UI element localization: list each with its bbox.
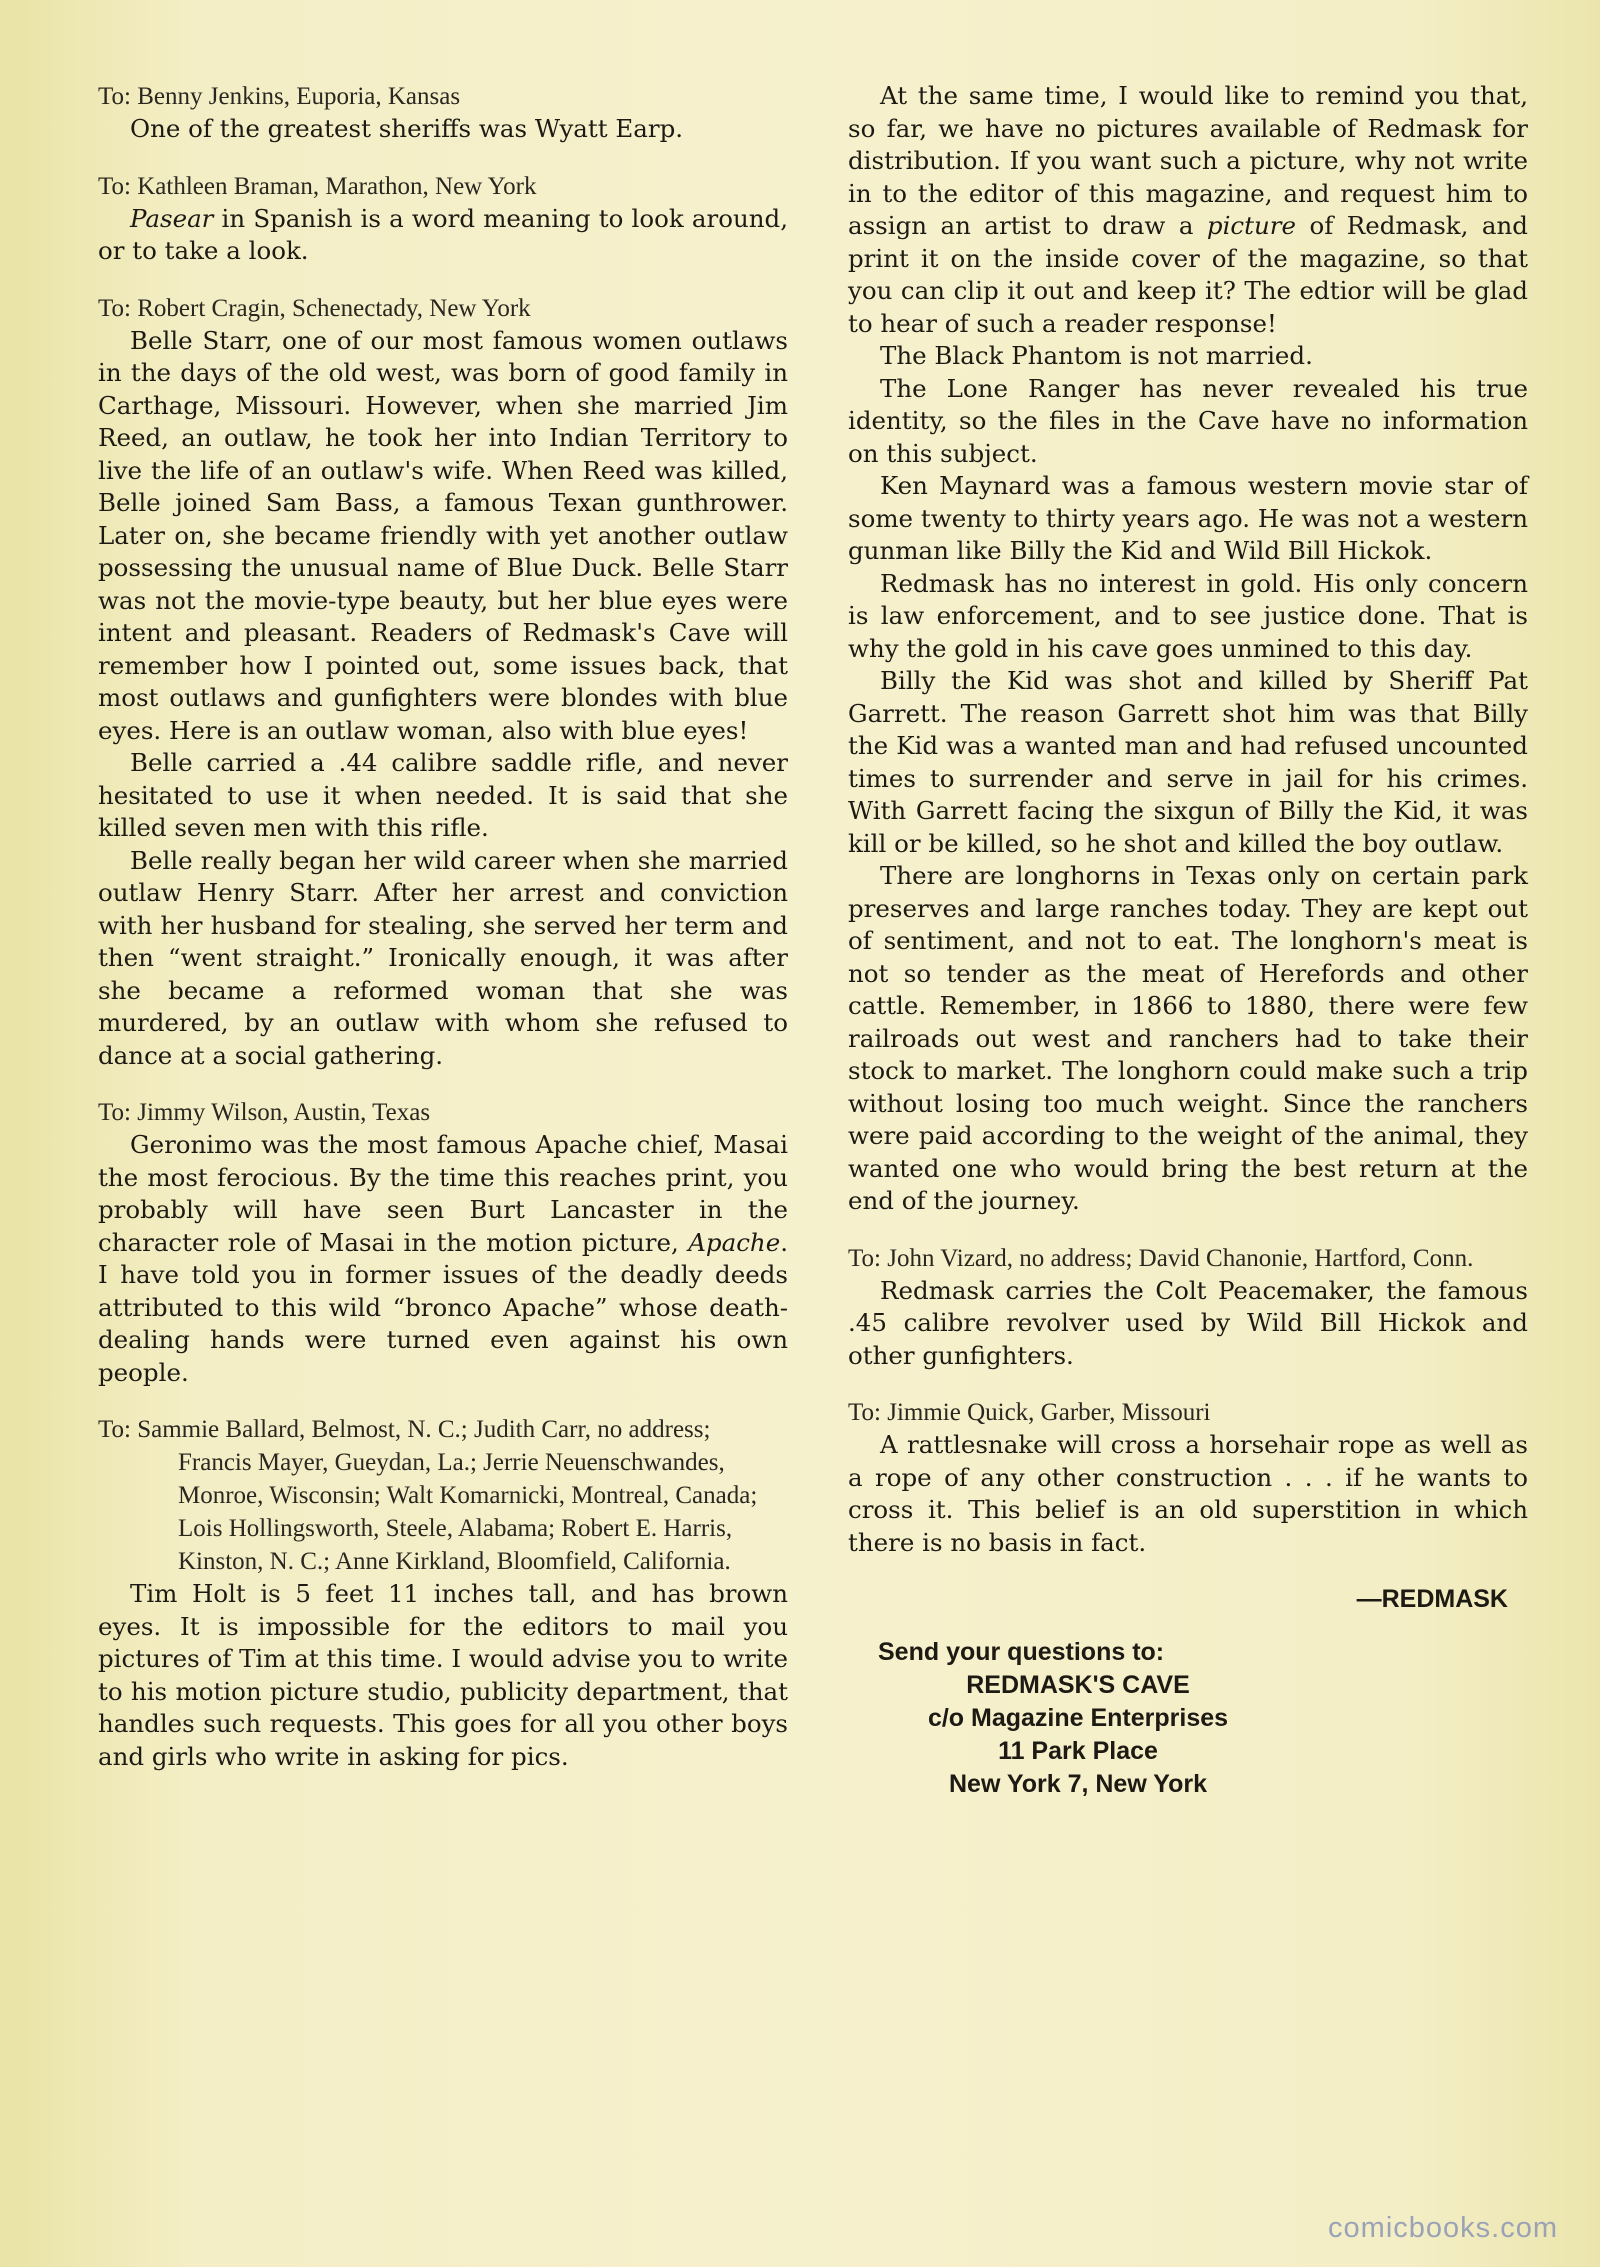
left-column (98, 80, 788, 1773)
letter-address: To: John Vizard, no address; David Chanonie, Hartford, Conn. (848, 1244, 1474, 1272)
letter-answer (848, 80, 1528, 340)
answer-text: . I have told you in former issues of the deadly deeds attributed to this wild “bronco Apache” whose death-dealing hands were turned even against his own people. (98, 1227, 788, 1387)
letter-address: To: Kathleen Braman, Marathon, New York (98, 172, 537, 200)
letter-address: To: Jimmy Wilson, Austin, Texas (98, 1099, 431, 1126)
send-questions-line: Send your questions to: (878, 1638, 1165, 1666)
letter-answer: One of the greatest sheriffs was Wyatt Earp. (130, 114, 684, 143)
letter-answer (98, 1129, 788, 1389)
city-line: New York 7, New York (949, 1770, 1207, 1798)
letter-answer: Billy the Kid was shot and killed by Sheriff Pat Garrett. The reason Garrett shot him was that Billy the Kid was a wanted man and had refused uncounted times to surrender and serve in jail for his crimes. With Garrett facing the sixgun of Billy the Kid, it was kill or be killed, so he shot and killed the boy outlaw. (848, 666, 1528, 858)
letter-answer: The Black Phantom is not married. (880, 341, 1313, 370)
letter-address: To: Sammie Ballard, Belmost, N. C.; Judith Carr, no address; Francis Mayer, Gueydan, La.; Jerrie Neuenschwandes, Monroe, Wisconsin; Walt Komarnicki, Montreal, Canada; Lois Hollingsworth, Steele, Alabama; Robert E. Harris, Kinston, N. C.; Anne Kirkland, Bloomfield, California. (98, 1416, 758, 1575)
letter-answer: Tim Holt is 5 feet 11 inches tall, and has brown eyes. It is impossible for the editors to mail you pictures of Tim at this time. I would advise you to write to his motion picture studio, publicity department, that handles such requests. This goes for all you other boys and girls who write in asking for pics. (98, 1579, 788, 1771)
watermark: comicbooks.com (1328, 2212, 1558, 2244)
mailing-address-block (878, 1636, 1278, 1801)
letter-address: To: Benny Jenkins, Euporia, Kansas (98, 83, 461, 110)
signature: —REDMASK (1356, 1585, 1508, 1613)
letter-answer: The Lone Ranger has never revealed his true identity, so the files in the Cave have no information on this subject. (848, 373, 1528, 468)
letter-answer: There are longhorns in Texas only on certain park preserves and large ranches today. They are kept out of sentiment, and not to eat. The longhorn's meat is not so tender as the meat of Herefords and other cattle. Remember, in 1866 to 1880, there were few railroads out west and ranchers had to take their stock to market. The longhorn could make such a trip without losing too much weight. Since the ranchers were paid according to the weight of the animal, they wanted one who would bring the best return at the end of the journey. (848, 861, 1528, 1215)
letter-answer: Belle Starr, one of our most famous women outlaws in the days of the old west, was born of good family in Carthage, Missouri. However, when she married Jim Reed, an outlaw, he took her into Indian Territory to live the life of an outlaw's wife. When Reed was killed, Belle joined Sam Bass, a famous Texan gunthrower. Later on, she became friendly with yet another outlaw possessing the unusual name of Blue Duck. Belle Starr was not the movie-type beauty, but her blue eyes were intent and pleasant. Readers of Redmask's Cave will remember how I pointed out, some issues back, that most outlaws and gunfighters were blondes with blue eyes. Here is an outlaw woman, also with blue eyes! (98, 325, 788, 745)
letter-address: To: Robert Cragin, Schenectady, New York (98, 294, 531, 322)
street-line: 11 Park Place (998, 1737, 1158, 1765)
letter-answer: Ken Maynard was a famous western movie star of some twenty to thirty years ago. He was not a western gunman like Billy the Kid and Wild Bill Hickok. (848, 471, 1528, 565)
movie-title: Apache (688, 1227, 781, 1257)
letter-answer: A rattlesnake will cross a horsehair rope as well as a rope of any other construction . . . if he wants to cross it. This belief is an old superstition in which there is no basis in fact. (848, 1430, 1528, 1557)
letter-answer: Belle really began her wild career when she married outlaw Henry Starr. After her arrest and conviction with her husband for stealing, she served her term and then “went straight.” Ironically enough, it was after she became a reformed woman that she was murdered, by an outlaw with whom she refused to dance at a social gathering. (98, 845, 788, 1070)
letter-address: To: Jimmie Quick, Garber, Missouri (848, 1399, 1211, 1426)
emphasis: picture (1206, 211, 1296, 240)
answer-text: in Spanish is a word meaning to look around, or to take a look. (98, 203, 788, 265)
answer-text: At the same time, I would like to remind you that, so far, we have no pictures available of Redmask for distribution. If you want such a picture, why not write in to the editor of this magazine, and request him to assign an artist to draw a (848, 81, 1528, 240)
answer-text: Geronimo was the most famous Apache chief, Masai the most ferocious. By the time this reaches print, you probably will have seen Burt Lancaster in the character role of Masai in the motion picture, (98, 1130, 788, 1257)
company-line: c/o Magazine Enterprises (927, 1704, 1229, 1732)
right-column (848, 80, 1528, 1801)
letter-answer: Redmask has no interest in gold. His only concern is law enforcement, and to see justice done. That is why the gold in his cave goes unmined to this day. (848, 568, 1528, 663)
letter-answer: Redmask carries the Colt Peacemaker, the famous .45 calibre revolver used by Wild Bill Hickok and other gunfighters. (848, 1275, 1528, 1370)
letter-answer: Belle carried a .44 calibre saddle rifle, and never hesitated to use it when needed. It is said that she killed seven men with this rifle. (98, 748, 788, 842)
cave-name-line: REDMASK'S CAVE (966, 1671, 1190, 1699)
answer-text: of Redmask, and print it on the inside cover of the magazine, so that you can clip it out and keep it? The edtior will be glad to hear of such a reader response! (848, 211, 1528, 338)
spanish-word: Pasear (130, 203, 214, 233)
letter-answer (98, 203, 788, 268)
